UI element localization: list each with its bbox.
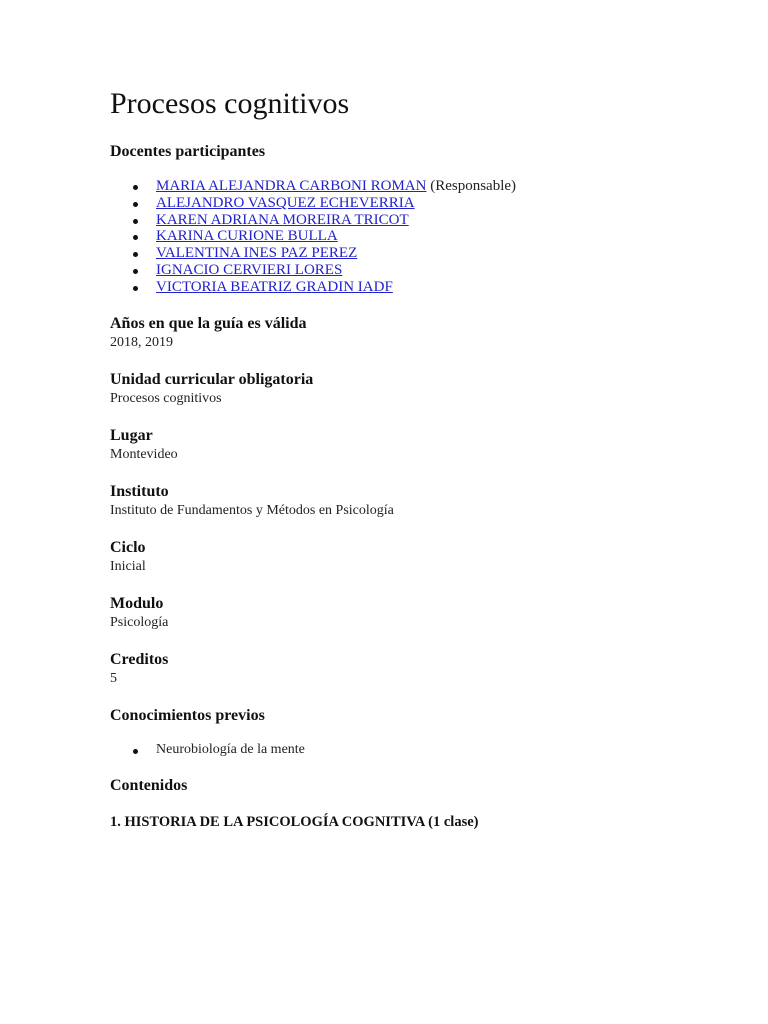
modulo-heading: Modulo bbox=[110, 594, 164, 612]
conocimiento-item: Neurobiología de la mente bbox=[156, 742, 768, 759]
docente-link[interactable]: VALENTINA INES PAZ PEREZ bbox=[156, 245, 358, 262]
docente-link[interactable]: MARIA ALEJANDRA CARBONI ROMAN bbox=[156, 178, 427, 194]
contenidos-item: 1. HISTORIA DE LA PSICOLOGÍA COGNITIVA (1 clase) bbox=[110, 814, 479, 831]
instituto-value: Instituto de Fundamentos y Métodos en Psicología bbox=[110, 502, 394, 518]
conocimientos-list bbox=[110, 742, 768, 759]
instituto-heading: Instituto bbox=[110, 482, 169, 500]
docente-item bbox=[156, 279, 768, 296]
docentes-list bbox=[110, 178, 768, 296]
anos-value: 2018, 2019 bbox=[110, 334, 173, 350]
lugar-heading: Lugar bbox=[110, 426, 153, 444]
conocimientos-heading: Conocimientos previos bbox=[110, 706, 265, 724]
docente-link[interactable]: KARINA CURIONE BULLA bbox=[156, 228, 338, 245]
docente-item bbox=[156, 212, 768, 229]
unidad-heading: Unidad curricular obligatoria bbox=[110, 370, 314, 388]
docente-item bbox=[156, 228, 768, 245]
docente-role: (Responsable) bbox=[430, 178, 517, 194]
docente-link[interactable]: IGNACIO CERVIERI LORES bbox=[156, 261, 343, 278]
docentes-heading: Docentes participantes bbox=[110, 143, 266, 160]
creditos-value: 5 bbox=[110, 670, 117, 686]
unidad-value: Procesos cognitivos bbox=[110, 390, 222, 406]
page-title: Procesos cognitivos bbox=[110, 87, 350, 120]
lugar-value: Montevideo bbox=[110, 446, 178, 462]
docente-link[interactable]: VICTORIA BEATRIZ GRADIN IADF bbox=[156, 278, 393, 295]
ciclo-heading: Ciclo bbox=[110, 538, 146, 556]
ciclo-value: Inicial bbox=[110, 558, 146, 574]
creditos-heading: Creditos bbox=[110, 650, 169, 668]
docente-item bbox=[156, 245, 768, 262]
docente-link[interactable]: ALEJANDRO VASQUEZ ECHEVERRIA bbox=[156, 194, 415, 211]
modulo-value: Psicología bbox=[110, 614, 169, 630]
docente-item bbox=[156, 262, 768, 279]
docente-item bbox=[156, 178, 768, 195]
anos-heading: Años en que la guía es válida bbox=[110, 314, 307, 332]
contenidos-heading: Contenidos bbox=[110, 777, 188, 795]
docente-link[interactable]: KAREN ADRIANA MOREIRA TRICOT bbox=[156, 211, 409, 228]
docente-item bbox=[156, 195, 768, 212]
